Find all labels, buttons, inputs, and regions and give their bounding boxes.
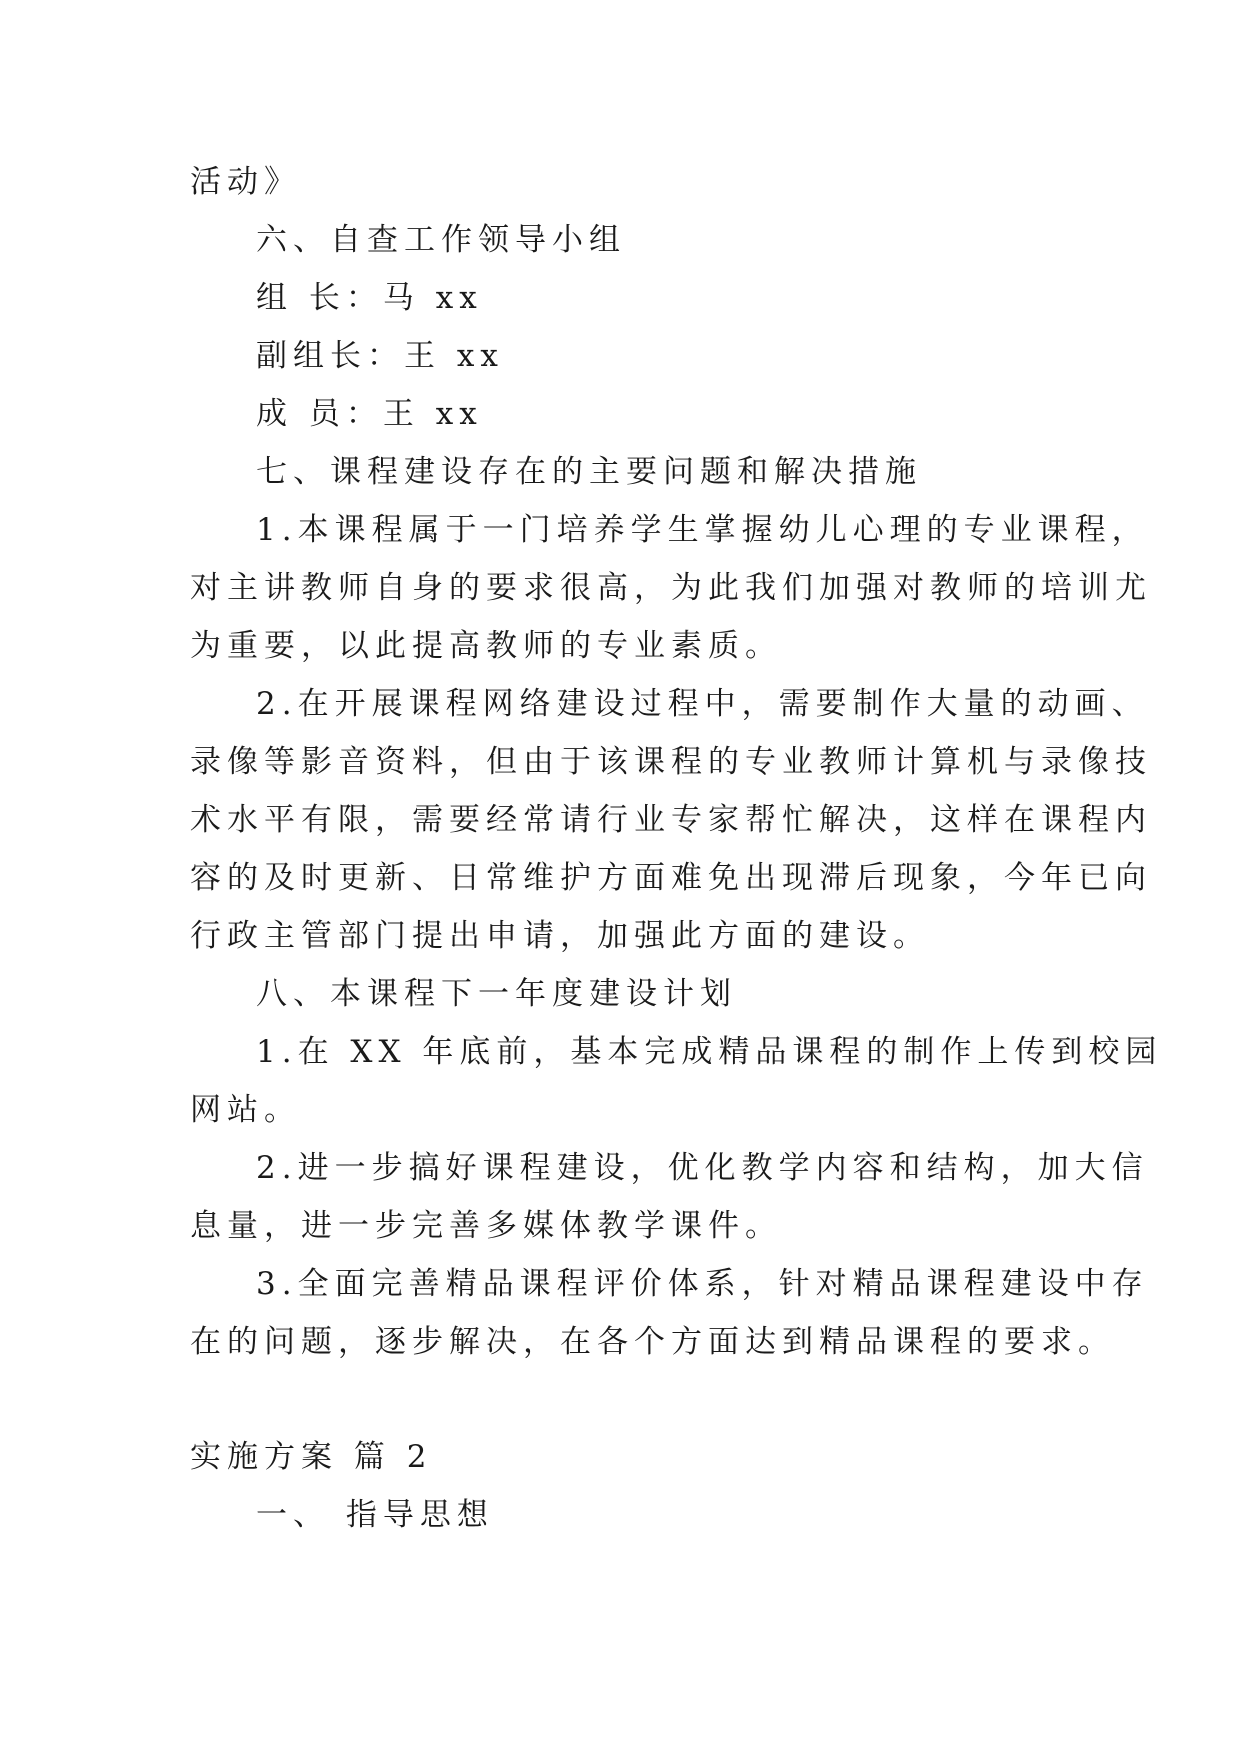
section-heading-1: 一、 指导思想 xyxy=(256,1497,494,1533)
paragraph-line: 行政主管部门提出申请，加强此方面的建设。 xyxy=(190,918,930,954)
text-line-leader: 组 长：马 xx xyxy=(256,280,483,316)
paragraph-line: 2.进一步搞好课程建设，优化教学内容和结构，加大信 xyxy=(256,1150,1149,1186)
paragraph-line: 息量，进一步完善多媒体教学课件。 xyxy=(190,1208,782,1244)
text-line-member: 成 员：王 xx xyxy=(256,396,483,432)
section-heading-6: 六、自查工作领导小组 xyxy=(256,222,626,258)
paragraph-line: 录像等影音资料，但由于该课程的专业教师计算机与录像技 xyxy=(190,744,1152,780)
text-line-deputy-leader: 副组长：王 xx xyxy=(256,338,504,374)
paragraph-line: 3.全面完善精品课程评价体系，针对精品课程建设中存 xyxy=(256,1266,1149,1302)
text-line-continuation: 活动》 xyxy=(190,164,301,200)
paragraph-line: 对主讲教师自身的要求很高，为此我们加强对教师的培训尤 xyxy=(190,570,1152,606)
paragraph-line: 在的问题，逐步解决，在各个方面达到精品课程的要求。 xyxy=(190,1324,1115,1360)
paragraph-line: 1.本课程属于一门培养学生掌握幼儿心理的专业课程， xyxy=(256,512,1149,548)
paragraph-line: 2.在开展课程网络建设过程中，需要制作大量的动画、 xyxy=(256,686,1149,722)
section-heading-8: 八、本课程下一年度建设计划 xyxy=(256,976,737,1012)
section-title-plan-2: 实施方案 篇 2 xyxy=(190,1439,433,1475)
paragraph-line: 术水平有限，需要经常请行业专家帮忙解决，这样在课程内 xyxy=(190,802,1152,838)
paragraph-line: 为重要，以此提高教师的专业素质。 xyxy=(190,628,782,664)
paragraph-line: 1.在 XX 年底前，基本完成精品课程的制作上传到校园 xyxy=(256,1034,1163,1070)
section-heading-7: 七、课程建设存在的主要问题和解决措施 xyxy=(256,454,922,490)
paragraph-line: 网站。 xyxy=(190,1092,301,1128)
paragraph-line: 容的及时更新、日常维护方面难免出现滞后现象，今年已向 xyxy=(190,860,1152,896)
